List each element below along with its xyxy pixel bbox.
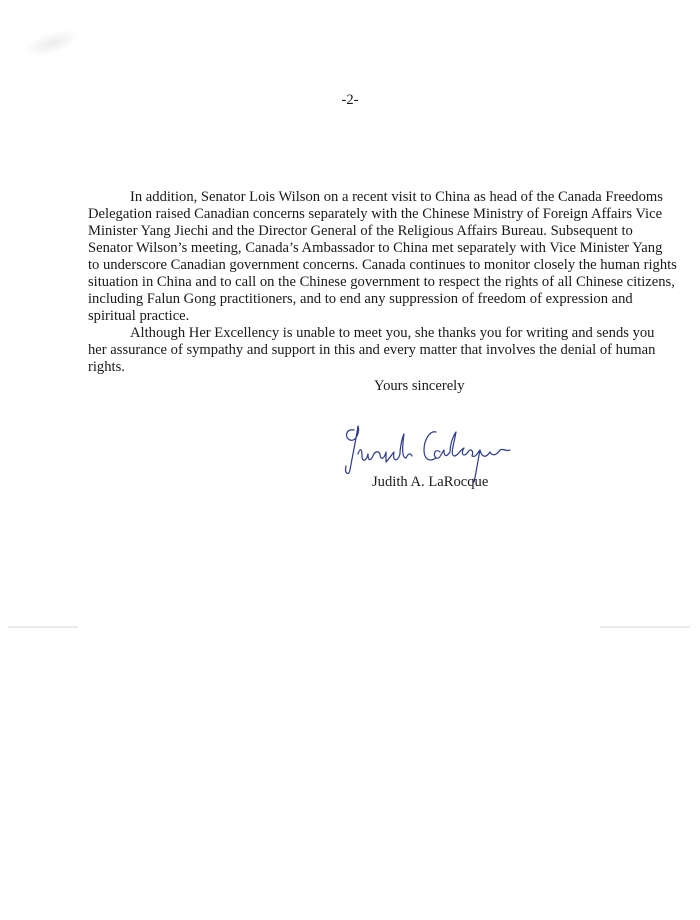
text-line: to underscore Canadian government concerns. Canada continues to monitor closely the human rights [88, 257, 677, 273]
paragraph-1 [88, 189, 677, 325]
text-line: In addition, Senator Lois Wilson on a recent visit to China as head of the Canada Freedoms [130, 189, 663, 205]
text-line: spiritual practice. [88, 308, 190, 324]
text-line: rights. [88, 359, 125, 375]
scan-smudge [20, 23, 84, 62]
text-line: her assurance of sympathy and support in this and every matter that involves the denial of human [88, 342, 656, 358]
paragraph-2 [88, 325, 656, 376]
closing: Yours sincerely [374, 378, 465, 394]
text-line: Minister Yang Jiechi and the Director General of the Religious Affairs Bureau. Subsequent to [88, 223, 633, 239]
scan-artifact-line [600, 626, 690, 628]
text-line: Delegation raised Canadian concerns separately with the Chinese Ministry of Foreign Affairs Vice [88, 206, 663, 222]
page-number: -2- [341, 92, 359, 108]
text-line: Although Her Excellency is unable to meet you, she thanks you for writing and sends you [130, 325, 655, 341]
text-line: including Falun Gong practitioners, and to end any suppression of freedom of expression and [88, 291, 633, 307]
text-line: situation in China and to call on the Chinese government to respect the rights of all Chinese citizens, [88, 274, 675, 290]
scan-artifact-line [8, 626, 78, 628]
text-line: Senator Wilson’s meeting, Canada’s Ambassador to China met separately with Vice Minister Yang [88, 240, 663, 256]
signer-name: Judith A. LaRocque [372, 474, 489, 490]
